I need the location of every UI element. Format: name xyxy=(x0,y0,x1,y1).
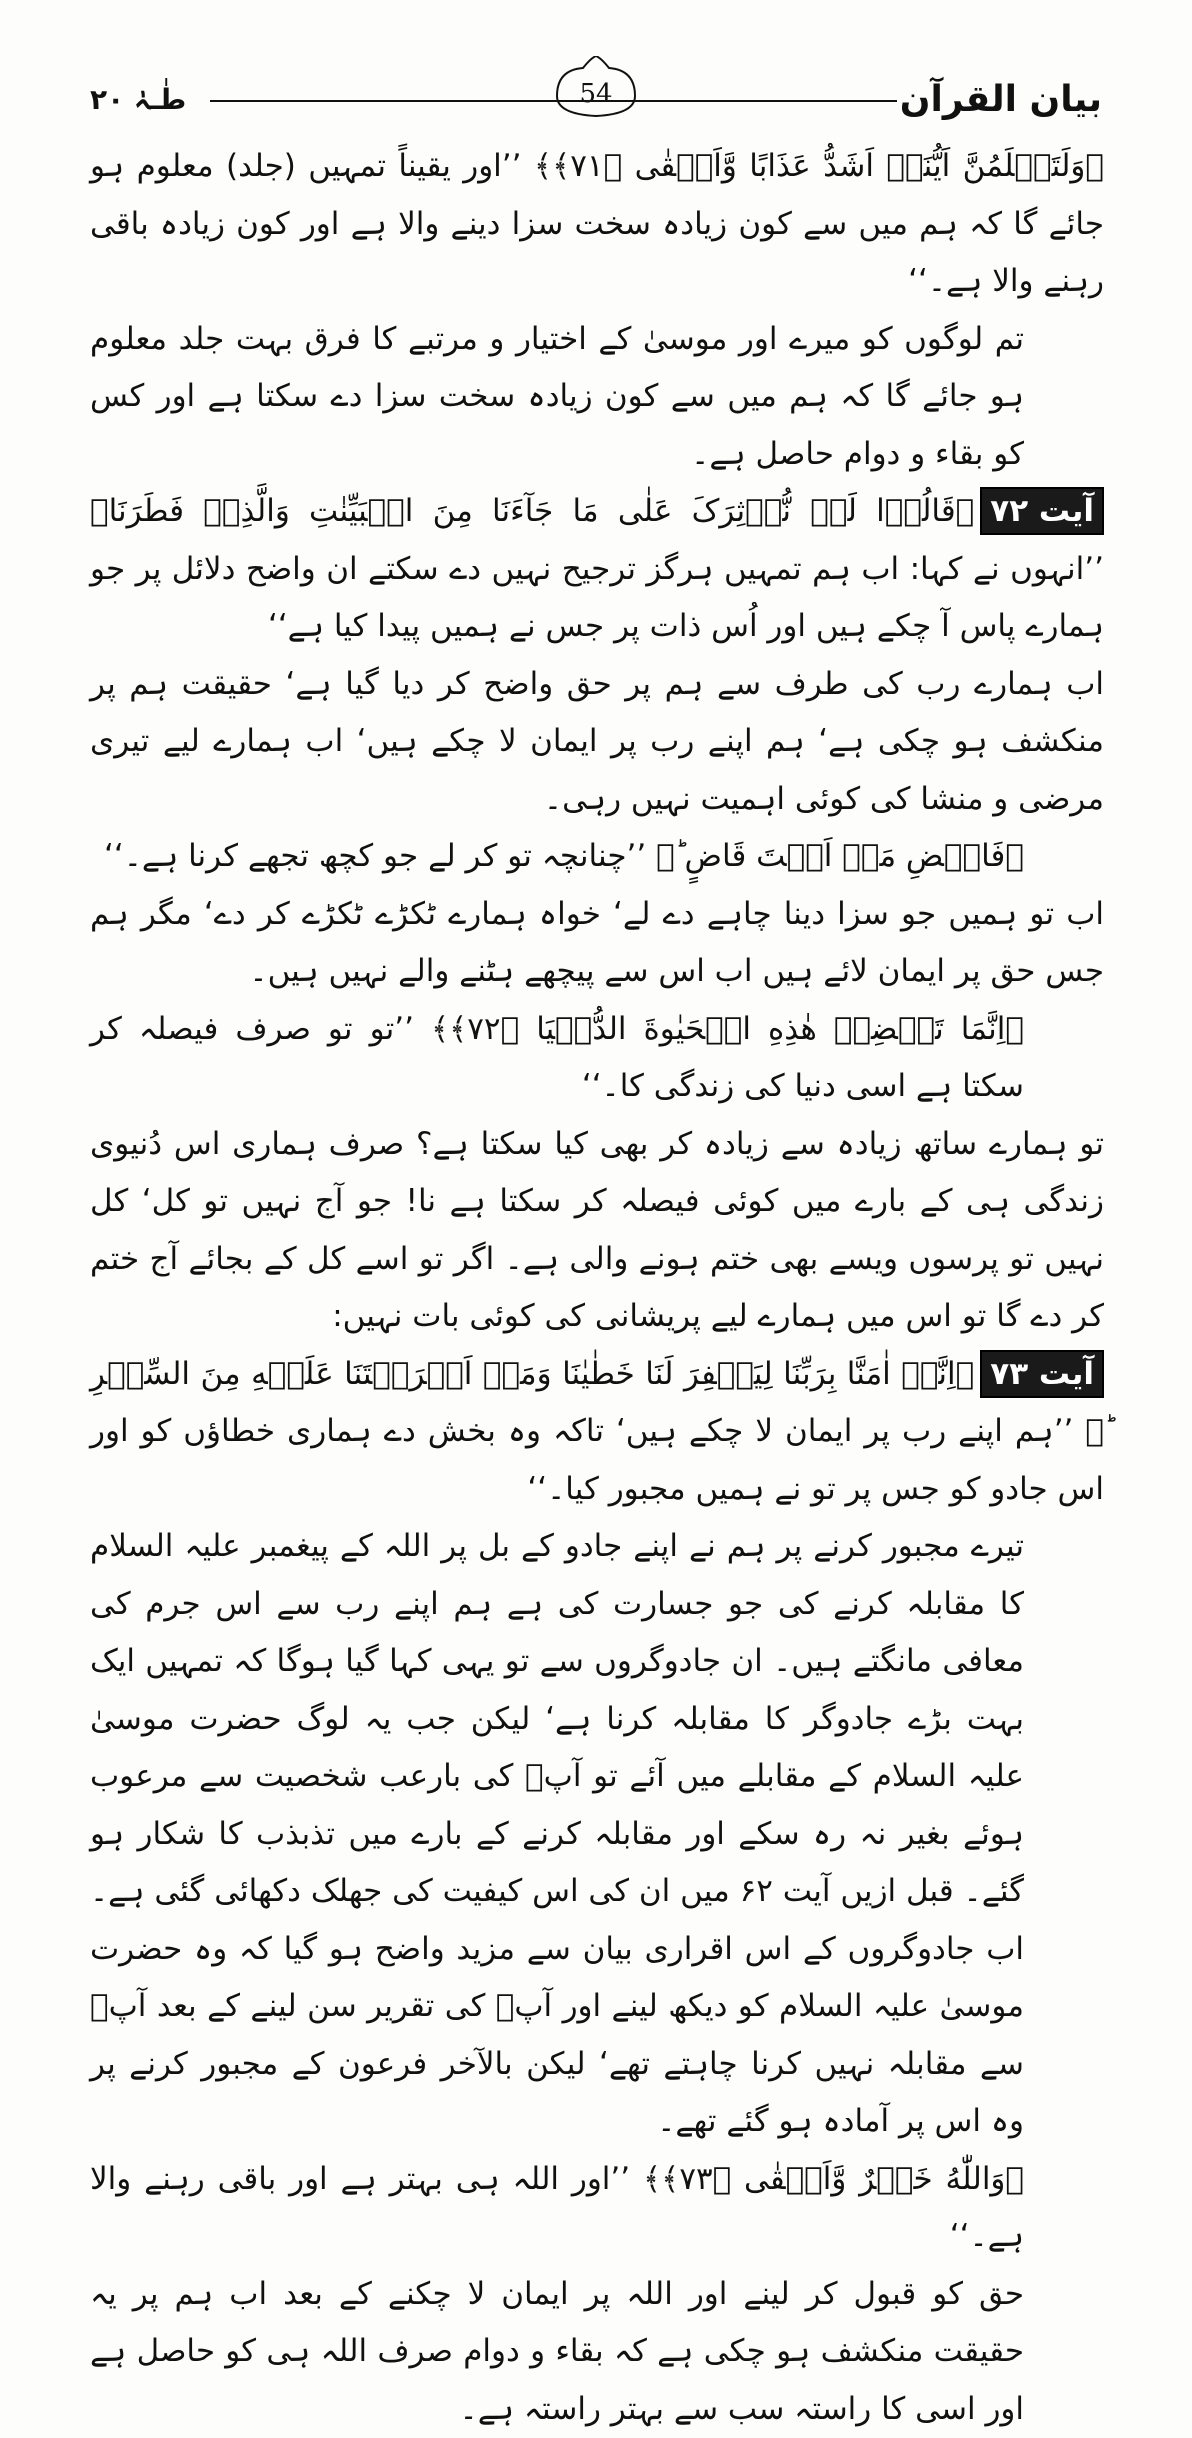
body-text xyxy=(90,138,1104,2438)
verse-translation: ’’انہوں نے کہا: اب ہم تمہیں ہرگز ترجیح نہیں دے سکتے ان واضح دلائل پر جو ہمارے پاس آ چکے ہیں اور اُس ذات پر جس نے ہمیں پیدا کیا ہے‘‘ xyxy=(90,551,1104,645)
arabic-verse: اِنَّمَا تَقۡضِیۡ هٰذِهِ الۡحَیٰوةَ الدُّنۡیَا ﴿۷۲﴾ xyxy=(449,1011,1005,1047)
verse-translation: ’’ہم اپنے رب پر ایمان لا چکے ہیں‘ تاکہ وہ بخش دے ہماری خطاؤں کو اور اس جادو کو جس پر تو نے ہمیں مجبور کیا۔‘‘ xyxy=(90,1413,1104,1507)
commentary-paragraph: اب تو ہمیں جو سزا دینا چاہے دے لے‘ خواہ ہمارے ٹکڑے ٹکڑے کر دے‘ مگر ہم جس حق پر ایمان لائے ہیں اب اس سے پیچھے ہٹنے والے نہیں ہیں۔ xyxy=(90,886,1104,1001)
arabic-verse: وَلَتَعۡلَمُنَّ اَیُّنَاۤ اَشَدُّ عَذَابًا وَّاَبۡقٰی ﴿۷۱﴾ xyxy=(552,148,1085,184)
arabic-verse: فَاقۡضِ مَاۤ اَنۡتَ قَاضٍ ؕ xyxy=(675,838,1006,874)
ayah-number-badge: آیت ۷۲ xyxy=(980,487,1104,535)
commentary-paragraph: تیرے مجبور کرنے پر ہم نے اپنے جادو کے بل پر اللہ کے پیغمبر علیہ السلام کا مقابلہ کرنے کی جو جسارت کی ہے ہم اپنے رب سے اس جرم کی معافی مانگتے ہیں۔ ان جادوگروں سے تو یہی کہا گیا ہوگا کہ تمہیں ایک بہت بڑے جادوگر کا مقابلہ کرنا ہے‘ لیکن جب یہ لوگ حضرت موسیٰ علیہ السلام کے مقابلے میں آئے تو آپؑ کی بارعب شخصیت سے مرعوب ہوئے بغیر نہ رہ سکے اور مقابلہ کرنے کے بارے میں تذبذب کا شکار ہو گئے۔ قبل ازیں آیت ۶۲ میں ان کی اس کیفیت کی جھلک دکھائی گئی ہے۔ اب جادوگروں کے اس اقراری بیان سے مزید واضح ہو گیا کہ وہ حضرت موسیٰ علیہ السلام کو دیکھ لینے اور آپؑ کی تقریر سن لینے کے بعد آپؑ سے مقابلہ نہیں کرنا چاہتے تھے‘ لیکن بالآخر فرعون کے مجبور کرنے پر وہ اس پر آمادہ ہو گئے تھے۔ xyxy=(90,1518,1104,2151)
verse-translation: ’’تو تو صرف فیصلہ کر سکتا ہے اسی دنیا کی زندگی کا۔‘‘ xyxy=(90,1011,1024,1105)
arabic-verse: وَاللّٰهُ خَیۡرٌ وَّاَبۡقٰی ﴿۷۳﴾ xyxy=(661,2161,1005,2197)
arabic-verse: قَالُوۡا لَنۡ نُّؤۡثِرَکَ عَلٰی مَا جَآءَنَا مِنَ الۡبَیِّنٰتِ وَالَّذِیۡ فَطَرَنَا xyxy=(109,493,956,529)
surah-name: طٰـہٰ ۲۰ xyxy=(90,78,186,122)
commentary-paragraph: تم لوگوں کو میرے اور موسیٰ کے اختیار و مرتبے کا فرق بہت جلد معلوم ہو جائے گا کہ ہم میں سے کون زیادہ سخت سزا دے سکتا ہے اور کس کو بقاء و دوام حاصل ہے۔ xyxy=(90,311,1104,484)
commentary-paragraph: اب ہمارے رب کی طرف سے ہم پر حق واضح کر دیا گیا ہے‘ حقیقت ہم پر منکشف ہو چکی ہے‘ ہم اپنے رب پر ایمان لا چکے ہیں‘ اب ہمارے لیے تیری مرضی و منشا کی کوئی اہمیت نہیں رہی۔ xyxy=(90,656,1104,829)
ayah-73: آیت ۷۳﴿اِنَّاۤ اٰمَنَّا بِرَبِّنَا لِیَغۡفِرَ لَنَا خَطٰیٰنَا وَمَاۤ اَکۡرَهۡتَنَا عَلَیۡهِ مِنَ السِّحۡرِ ﴾ ’’ہم اپنے رب پر ایمان لا چکے ہیں‘ تاکہ وہ بخش دے ہماری خطاؤں کو اور اس جادو کو جس پر تو نے ہمیں مجبور کیا۔‘‘ xyxy=(90,1346,1104,1519)
verse-quote: ﴿فَاقۡضِ مَاۤ اَنۡتَ قَاضٍ ؕ﴾ ’’چنانچہ تو کر لے جو کچھ تجھے کرنا ہے۔‘‘ xyxy=(90,828,1104,886)
book-title: بیان القرآن xyxy=(900,78,1102,122)
commentary-paragraph: حق کو قبول کر لینے اور اللہ پر ایمان لا چکنے کے بعد اب ہم پر یہ حقیقت منکشف ہو چکی ہے کہ بقاء و دوام صرف اللہ ہی کو حاصل ہے اور اسی کا راستہ سب سے بہتر راستہ ہے۔ xyxy=(90,2266,1104,2438)
verse-71: ﴿وَلَتَعۡلَمُنَّ اَیُّنَاۤ اَشَدُّ عَذَابًا وَّاَبۡقٰی ﴿۷۱﴾﴾ ’’اور یقیناً تمہیں (جلد) معلوم ہو جائے گا کہ ہم میں سے کون زیادہ سخت سزا دینے والا ہے اور کون زیادہ باقی رہنے والا ہے۔‘‘ xyxy=(90,138,1104,311)
commentary-paragraph: تو ہمارے ساتھ زیادہ سے زیادہ کر بھی کیا سکتا ہے؟ صرف ہماری اس دُنیوی زندگی ہی کے بارے میں کوئی فیصلہ کر سکتا ہے نا! جو آج نہیں تو کل‘ کل نہیں تو پرسوں ویسے بھی ختم ہونے والی ہے۔ اگر تو اسے کل کے بجائے آج ختم کر دے گا تو اس میں ہمارے لیے پریشانی کی کوئی بات نہیں: xyxy=(90,1116,1104,1346)
arabic-verse: اِنَّاۤ اٰمَنَّا بِرَبِّنَا لِیَغۡفِرَ لَنَا خَطٰیٰنَا وَمَاۤ اَکۡرَهۡتَنَا عَلَیۡهِ مِنَ السِّحۡرِ xyxy=(90,1356,956,1392)
ayah-72: آیت ۷۲﴿قَالُوۡا لَنۡ نُّؤۡثِرَکَ عَلٰی مَا جَآءَنَا مِنَ الۡبَیِّنٰتِ وَالَّذِیۡ فَطَرَنَا﴾ ’’انہوں نے کہا: اب ہم تمہیں ہرگز ترجیح نہیں دے سکتے ان واضح دلائل پر جو ہمارے پاس آ چکے ہیں اور اُس ذات پر جس نے ہمیں پیدا کیا ہے‘‘ xyxy=(90,483,1104,656)
verse-quote: ﴿وَاللّٰهُ خَیۡرٌ وَّاَبۡقٰی ﴿۷۳﴾﴾ ’’اور اللہ ہی بہتر ہے اور باقی رہنے والا ہے۔‘‘ xyxy=(90,2151,1104,2266)
verse-translation: ’’چنانچہ تو کر لے جو کچھ تجھے کرنا ہے۔‘‘ xyxy=(104,838,646,874)
verse-translation: ’’اور اللہ ہی بہتر ہے اور باقی رہنے والا ہے۔‘‘ xyxy=(90,2161,1024,2255)
header-rule-left xyxy=(210,100,575,102)
verse-translation: ’’اور یقیناً تمہیں (جلد) معلوم ہو جائے گا کہ ہم میں سے کون زیادہ سخت سزا دینے والا ہے اور کون زیادہ باقی رہنے والا ہے۔‘‘ xyxy=(90,148,1104,299)
page-number: 54 xyxy=(579,72,612,116)
page-header xyxy=(90,78,1102,122)
verse-quote: ﴿اِنَّمَا تَقۡضِیۡ هٰذِهِ الۡحَیٰوةَ الدُّنۡیَا ﴿۷۲﴾﴾ ’’تو تو صرف فیصلہ کر سکتا ہے اسی دنیا کی زندگی کا۔‘‘ xyxy=(90,1001,1104,1116)
ayah-number-badge: آیت ۷۳ xyxy=(980,1350,1104,1398)
